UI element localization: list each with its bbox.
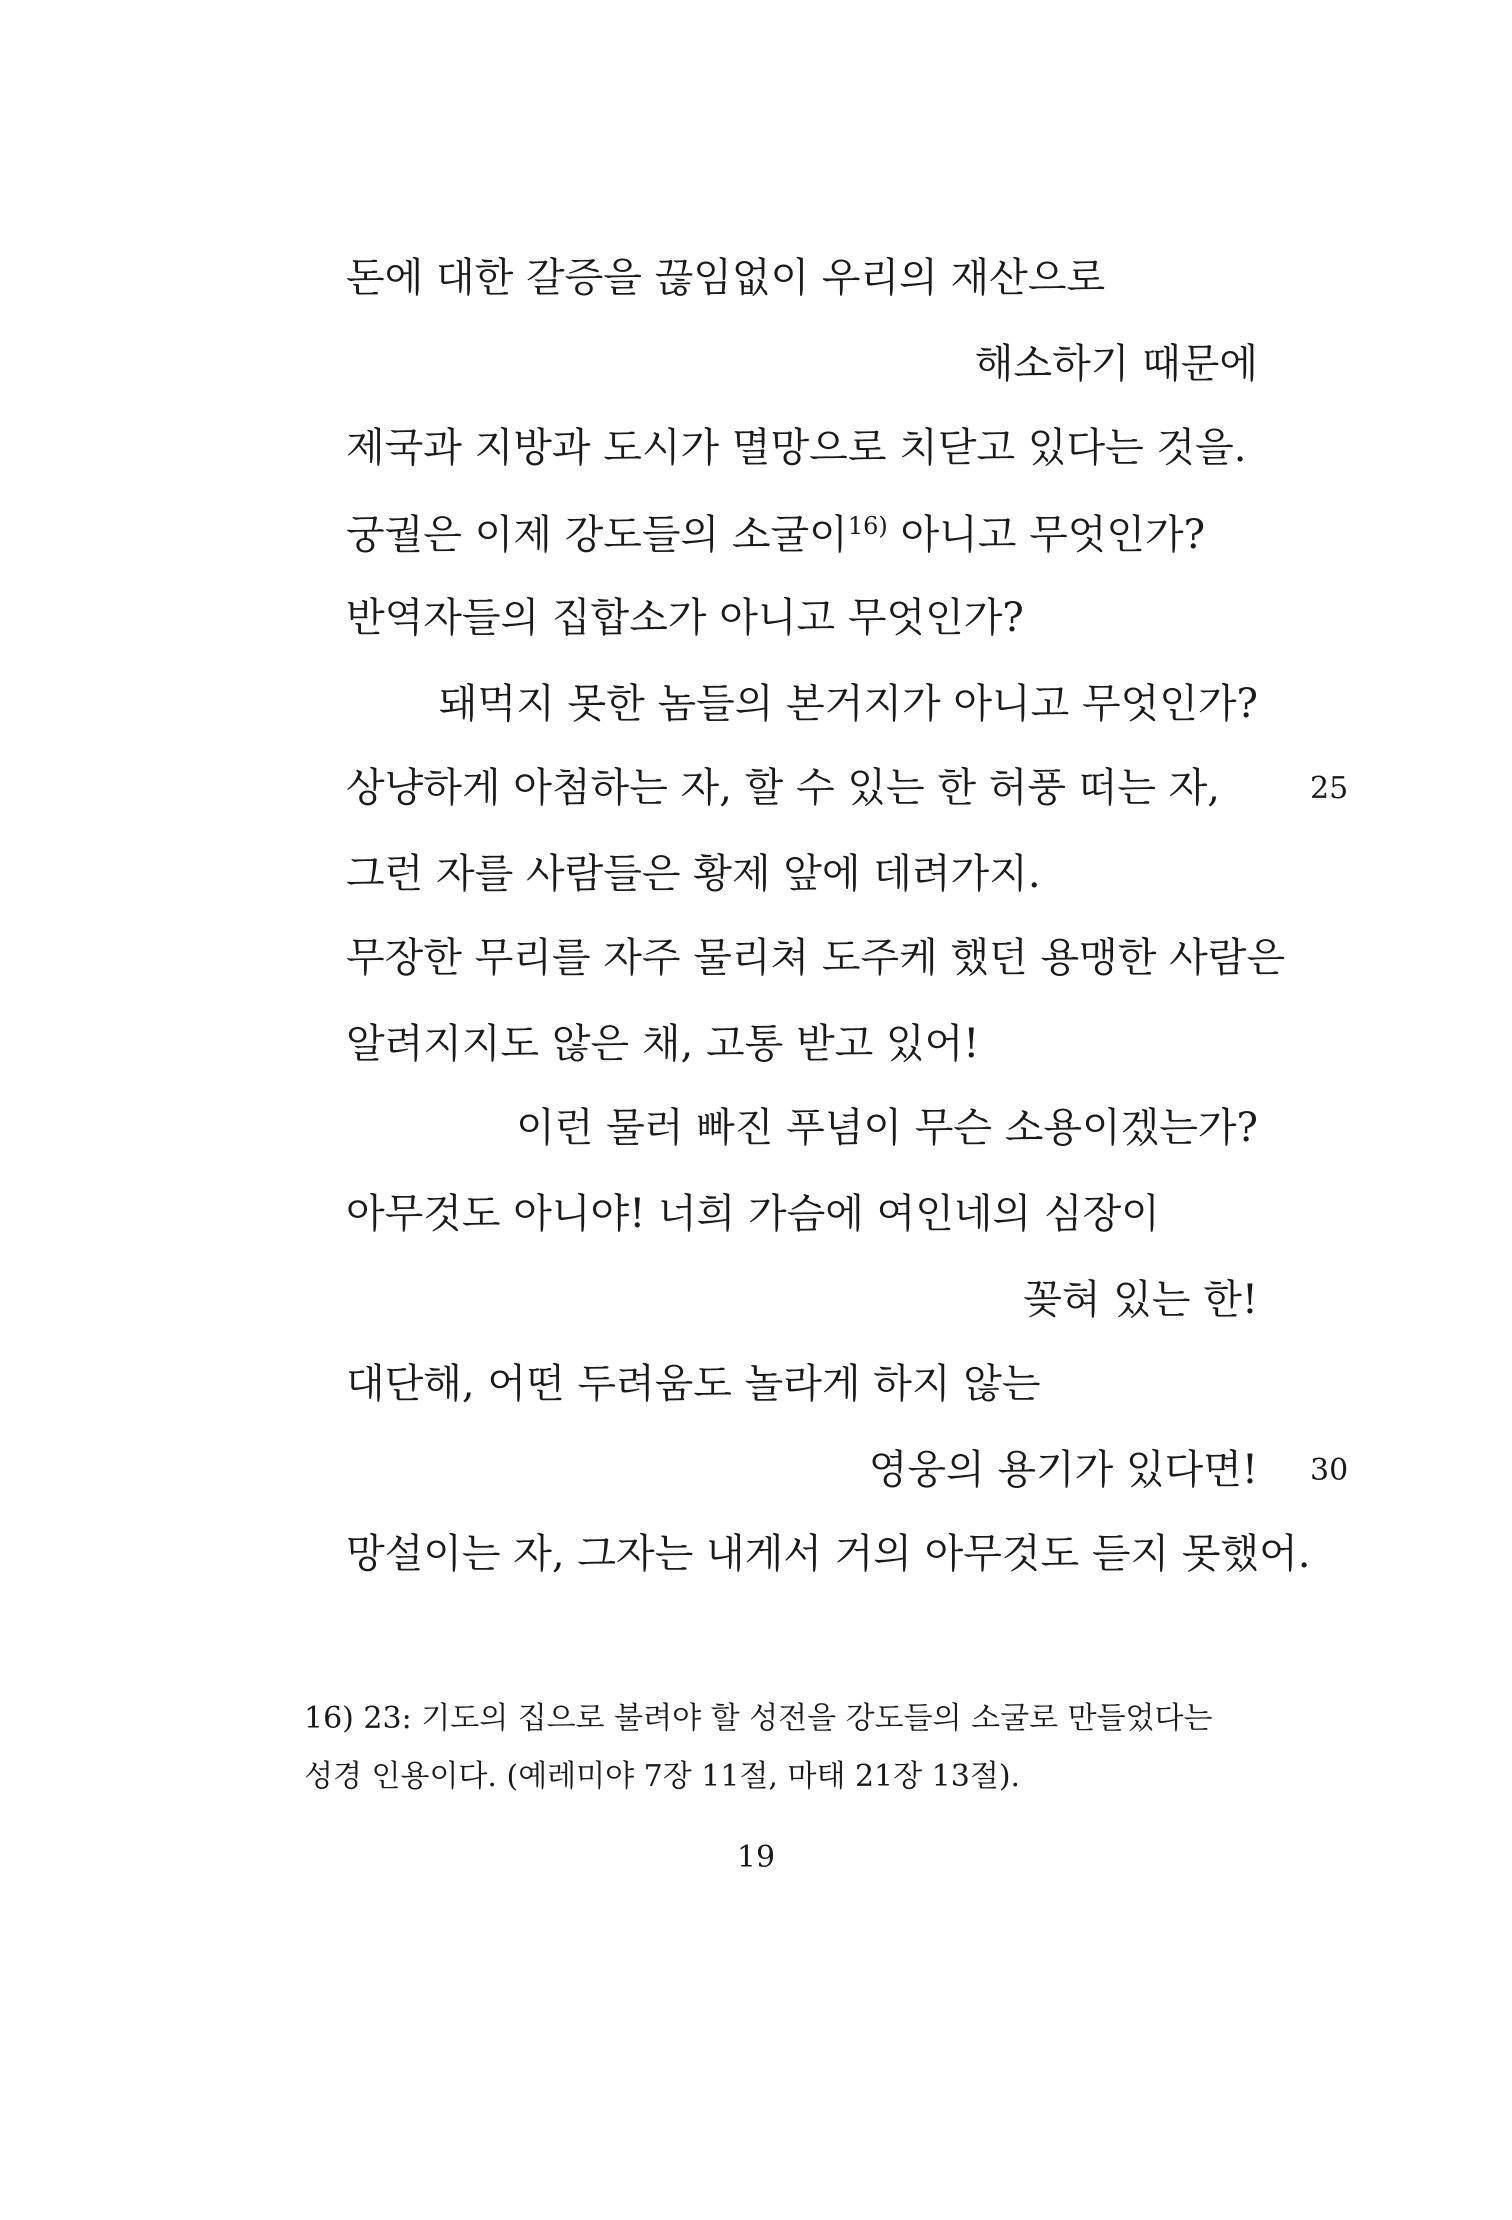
poem-line: 무장한 무리를 자주 물리쳐 도주케 했던 용맹한 사람은 <box>346 935 1286 981</box>
poem-line: 알려지지도 않은 채, 고통 받고 있어! <box>346 1021 980 1067</box>
footnote-line: 16) 23: 기도의 집으로 불려야 할 성전을 강도들의 소굴로 만들었다는 <box>304 1701 1213 1736</box>
poem-line-with-footnote <box>346 512 1206 558</box>
poem-line: 영웅의 용기가 있다면! <box>868 1447 1258 1493</box>
footnote-reference: 16) <box>847 512 888 540</box>
poem-line: 망설이는 자, 그자는 내게서 거의 아무것도 듣지 못했어. <box>346 1531 1311 1577</box>
poem-line: 그런 자를 사람들은 황제 앞에 데려가지. <box>346 851 1041 897</box>
poem-line: 돈에 대한 갈증을 끊임없이 우리의 재산으로 <box>346 255 1106 301</box>
line-number: 30 <box>1310 1453 1349 1488</box>
poem-line: 대단해, 어떤 두려움도 놀라게 하지 않는 <box>346 1361 1041 1407</box>
poem-line: 꽂혀 있는 한! <box>1023 1277 1258 1323</box>
poem-line: 아무것도 아니야! 너희 가슴에 여인네의 심장이 <box>346 1191 1160 1237</box>
poem-line: 상냥하게 아첨하는 자, 할 수 있는 한 허풍 떠는 자, <box>346 765 1221 811</box>
poem-line-text: 궁궐은 이제 강도들의 소굴이 <box>346 512 848 558</box>
poem-line: 이런 물러 빠진 푸념이 무슨 소용이겠는가? <box>516 1105 1258 1151</box>
poem-line-text: 아니고 무엇인가? <box>887 512 1206 558</box>
poem-line: 반역자들의 집합소가 아니고 무엇인가? <box>346 595 1024 641</box>
page-number: 19 <box>736 1840 776 1875</box>
poem-line: 제국과 지방과 도시가 멸망으로 치닫고 있다는 것을. <box>346 425 1247 471</box>
poem-line: 해소하기 때문에 <box>974 341 1258 387</box>
line-number: 25 <box>1310 771 1349 806</box>
footnote-line: 성경 인용이다. (예레미야 7장 11절, 마태 21장 13절). <box>304 1759 1021 1794</box>
poem-line: 돼먹지 못한 놈들의 본거지가 아니고 무엇인가? <box>438 681 1258 727</box>
